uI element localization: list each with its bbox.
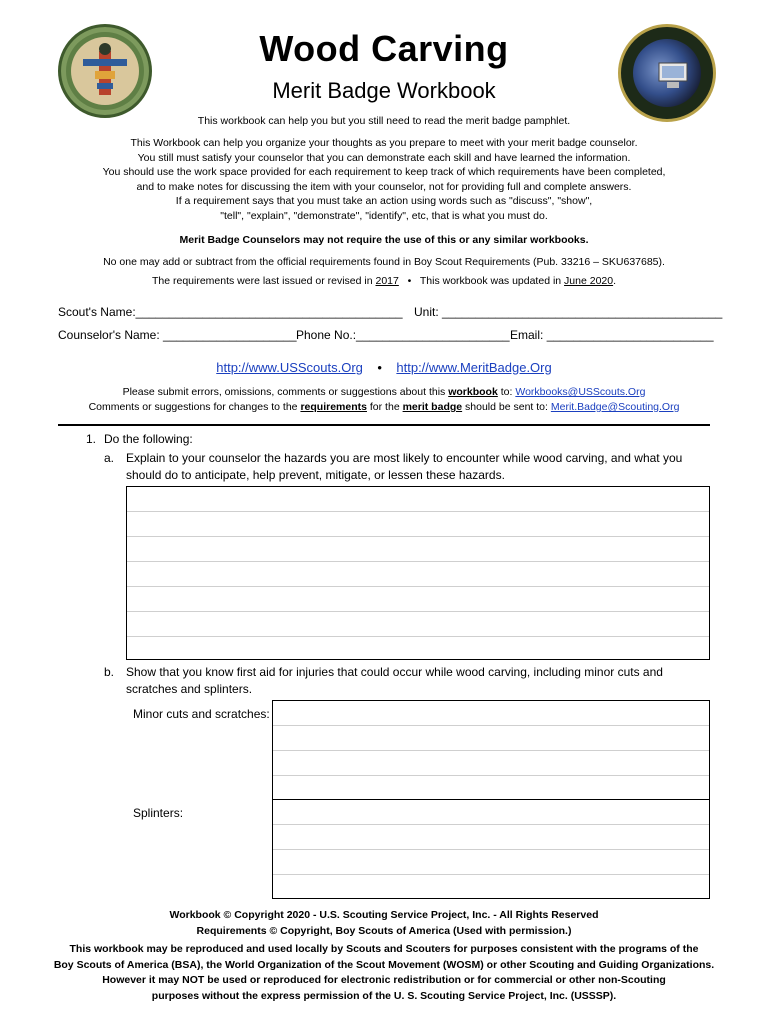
req-1-text: Do the following: xyxy=(104,432,193,446)
intro-para-line: You still must satisfy your counselor that you can demonstrate each skill and have learned the information. xyxy=(137,151,631,164)
minor-cuts-answer-box[interactable] xyxy=(272,700,710,800)
answer-line xyxy=(273,750,709,751)
submit-to: to: xyxy=(500,386,513,398)
phone-blank[interactable]: _______________________ xyxy=(356,328,510,342)
scout-name-field[interactable] xyxy=(58,305,403,319)
req-1a-letter: a. xyxy=(104,451,115,465)
answer-line xyxy=(273,849,709,850)
answer-line xyxy=(127,611,709,612)
updated-prefix: This workbook was updated in xyxy=(419,275,562,287)
unit-field[interactable] xyxy=(414,305,722,319)
usscouts-link[interactable]: http://www.USScouts.Org xyxy=(216,360,363,375)
answer-line xyxy=(127,536,709,537)
issued-year: 2017 xyxy=(375,275,399,287)
intro-para-line: and to make notes for discussing the item with your counselor, not for providing full and complete answers. xyxy=(136,180,632,193)
counselor-label: Counselor's Name: xyxy=(58,328,160,342)
scout-name-blank[interactable]: ________________________________________ xyxy=(135,305,403,319)
intro-line: This workbook can help you but you still need to read the merit badge pamphlet. xyxy=(197,115,571,127)
answer-line xyxy=(273,874,709,875)
revision-line xyxy=(0,274,768,289)
minor-cuts-label: Minor cuts and scratches: xyxy=(133,707,270,721)
answer-line xyxy=(273,824,709,825)
req-1a-answer-box[interactable] xyxy=(126,486,710,660)
answer-line xyxy=(273,775,709,776)
footer-license-line: This workbook may be reproduced and used locally by Scouts and Scouters for purposes consistent with the programs of the xyxy=(69,943,699,955)
submit-text: Comments or suggestions for changes to the xyxy=(88,401,298,413)
intro-para-line: If a requirement says that you must take an action using words such as "discuss", "show", xyxy=(175,195,593,207)
no-one-note: No one may add or subtract from the official requirements found in Boy Scout Requirements (Pub. 33216 – SKU637685). xyxy=(103,256,665,268)
meritbadge-link[interactable]: http://www.MeritBadge.Org xyxy=(396,360,552,375)
email-label: Email: xyxy=(510,328,544,342)
footer-license-line: However it may NOT be used or reproduced for electronic redistribution or for commercial or other non-Scouting xyxy=(102,974,666,986)
submit-text: Please submit errors, omissions, comments or suggestions about this xyxy=(122,386,446,398)
page-subtitle: Merit Badge Workbook xyxy=(272,78,496,103)
answer-line xyxy=(127,636,709,637)
updated-suffix: . xyxy=(613,275,617,287)
req-1b-text: Show that you know first aid for injuries that could occur while wood carving, including minor cuts and scratches and splinters. xyxy=(126,665,663,696)
intro-para-line: You should use the work space provided for each requirement to keep track of which requirements have been completed, xyxy=(102,166,666,178)
links-row xyxy=(0,360,768,375)
intro-para-line: "tell", "explain", "demonstrate", "identify", etc, that is what you must do. xyxy=(220,209,548,222)
answer-line xyxy=(127,511,709,512)
scout-name-label: Scout's Name: xyxy=(58,305,136,319)
submit-sent: should be sent to: xyxy=(465,401,548,413)
divider xyxy=(58,424,710,426)
footer-license-line: purposes without the express permission of the U. S. Scouting Service Project, Inc. (USSSP). xyxy=(151,989,617,1002)
phone-field[interactable] xyxy=(296,328,510,342)
unit-blank[interactable]: __________________________________________ xyxy=(442,305,723,319)
merit-badge-email-link[interactable]: Merit.Badge@Scouting.Org xyxy=(550,401,680,413)
updated-date: June 2020 xyxy=(564,275,614,287)
footer-copyright: Workbook © Copyright 2020 - U.S. Scouting Service Project, Inc. - All Rights Reserved xyxy=(169,909,599,921)
bullet: • xyxy=(407,275,412,287)
email-blank[interactable]: _________________________ xyxy=(546,328,714,342)
workbook-word: workbook xyxy=(448,386,498,398)
footer-license-line: Boy Scouts of America (BSA), the World Organization of the Scout Movement (WOSM) or other Scouting and Guiding Organizations. xyxy=(53,958,715,971)
issued-prefix: The requirements were last issued or revised in xyxy=(151,275,373,287)
req-1-number: 1. xyxy=(86,432,97,446)
unit-label: Unit: xyxy=(414,305,439,319)
submit-line-1 xyxy=(0,385,768,400)
links-bullet: • xyxy=(377,360,382,375)
req-1a-text: Explain to your counselor the hazards you are most likely to encounter while wood carving, and what you should do to anticipate, help prevent, mitigate, or lessen these hazards. xyxy=(126,451,683,482)
intro-paragraph xyxy=(0,136,768,223)
answer-line xyxy=(273,725,709,726)
splinters-answer-box[interactable] xyxy=(272,799,710,899)
footer-requirements: Requirements © Copyright, Boy Scouts of America (Used with permission.) xyxy=(196,924,572,937)
counselor-name-field[interactable] xyxy=(58,328,297,342)
footer xyxy=(0,908,768,1004)
email-field[interactable] xyxy=(510,328,714,342)
merit-badge-word: merit badge xyxy=(402,401,463,413)
submit-line-2 xyxy=(0,400,768,415)
phone-label: Phone No.: xyxy=(296,328,357,342)
submit-for: for the xyxy=(369,401,400,413)
requirements-word: requirements xyxy=(300,401,367,413)
splinters-label: Splinters: xyxy=(133,806,184,820)
counselor-blank[interactable]: ____________________ xyxy=(163,328,297,342)
workbooks-email-link[interactable]: Workbooks@USScouts.Org xyxy=(515,386,646,398)
req-1b-letter: b. xyxy=(104,665,115,679)
answer-line xyxy=(127,586,709,587)
page-title: Wood Carving xyxy=(259,28,509,69)
intro-para-line: This Workbook can help you organize your thoughts as you prepare to meet with your merit badge counselor. xyxy=(130,137,638,149)
answer-line xyxy=(127,561,709,562)
counselors-note: Merit Badge Counselors may not require the use of this or any similar workbooks. xyxy=(179,234,589,246)
